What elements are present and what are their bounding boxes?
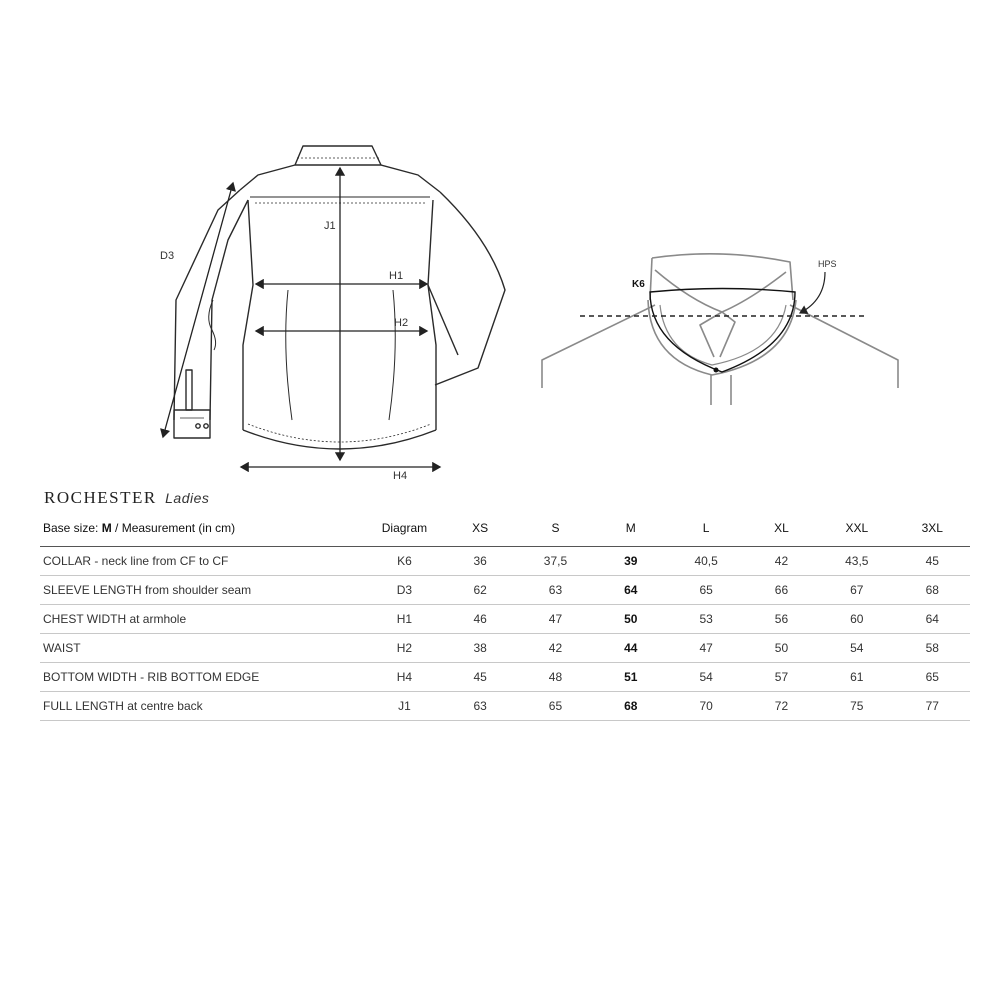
- diagram-code: K6: [366, 547, 442, 576]
- measurement-label: WAIST: [40, 634, 366, 663]
- diagram-header: Diagram: [366, 510, 442, 547]
- size-value: 42: [518, 634, 593, 663]
- label-k6: K6: [632, 279, 645, 290]
- size-value: 42: [744, 547, 819, 576]
- size-value: 68: [895, 576, 970, 605]
- diagram-code: J1: [366, 692, 442, 721]
- base-size: M: [101, 521, 112, 535]
- size-value: 47: [518, 605, 593, 634]
- measurement-label: COLLAR - neck line from CF to CF: [40, 547, 366, 576]
- size-header: S: [518, 510, 593, 547]
- size-value: 51: [593, 663, 668, 692]
- size-value: 66: [744, 576, 819, 605]
- size-value: 72: [744, 692, 819, 721]
- diagram-code: H4: [366, 663, 442, 692]
- size-value: 58: [895, 634, 970, 663]
- size-value: 44: [593, 634, 668, 663]
- table-row: [40, 692, 970, 721]
- size-header: L: [668, 510, 743, 547]
- size-value: 63: [518, 576, 593, 605]
- label-j1: J1: [324, 220, 336, 232]
- size-value: 56: [744, 605, 819, 634]
- size-header: M: [593, 510, 668, 547]
- size-value: 45: [895, 547, 970, 576]
- size-value: 53: [668, 605, 743, 634]
- measurement-label: CHEST WIDTH at armhole: [40, 605, 366, 634]
- product-title: [44, 488, 209, 508]
- size-value: 60: [819, 605, 894, 634]
- size-value: 65: [518, 692, 593, 721]
- table-row: [40, 576, 970, 605]
- size-value: 57: [744, 663, 819, 692]
- size-header: 3XL: [895, 510, 970, 547]
- label-h4: H4: [393, 470, 408, 480]
- table-header-row: [40, 510, 970, 547]
- table-row: [40, 605, 970, 634]
- size-value: 39: [593, 547, 668, 576]
- size-value: 62: [443, 576, 518, 605]
- size-value: 64: [593, 576, 668, 605]
- size-value: 54: [668, 663, 743, 692]
- measurement-label: FULL LENGTH at centre back: [40, 692, 366, 721]
- size-value: 64: [895, 605, 970, 634]
- diagram-code: D3: [366, 576, 442, 605]
- size-value: 37,5: [518, 547, 593, 576]
- table-row: [40, 547, 970, 576]
- label-hps: HPS: [818, 259, 837, 269]
- table-row: [40, 634, 970, 663]
- diagram-code: H1: [366, 605, 442, 634]
- size-header: XXL: [819, 510, 894, 547]
- size-chart-table: [40, 510, 970, 721]
- size-header: XS: [443, 510, 518, 547]
- size-value: 36: [443, 547, 518, 576]
- size-value: 63: [443, 692, 518, 721]
- size-value: 65: [668, 576, 743, 605]
- size-value: 45: [443, 663, 518, 692]
- label-h1: H1: [389, 270, 404, 282]
- product-subtitle: Ladies: [165, 490, 210, 506]
- size-value: 38: [443, 634, 518, 663]
- header-suffix: / Measurement (in cm): [111, 521, 236, 535]
- measurement-label: BOTTOM WIDTH - RIB BOTTOM EDGE: [40, 663, 366, 692]
- table-row: [40, 663, 970, 692]
- size-value: 50: [744, 634, 819, 663]
- header-prefix: Base size:: [43, 521, 102, 535]
- table-body: [40, 547, 970, 721]
- size-value: 50: [593, 605, 668, 634]
- size-value: 77: [895, 692, 970, 721]
- brand-name: ROCHESTER: [44, 488, 157, 507]
- size-value: 46: [443, 605, 518, 634]
- shirt-back-diagram: [150, 135, 520, 480]
- size-value: 47: [668, 634, 743, 663]
- size-value: 68: [593, 692, 668, 721]
- size-value: 65: [895, 663, 970, 692]
- size-value: 70: [668, 692, 743, 721]
- size-value: 75: [819, 692, 894, 721]
- size-value: 43,5: [819, 547, 894, 576]
- size-value: 67: [819, 576, 894, 605]
- label-d3: D3: [160, 250, 175, 262]
- collar-diagram: [530, 245, 910, 410]
- label-h2: H2: [394, 317, 409, 329]
- size-value: 54: [819, 634, 894, 663]
- size-value: 61: [819, 663, 894, 692]
- measurement-header: [40, 510, 366, 547]
- size-value: 40,5: [668, 547, 743, 576]
- size-value: 48: [518, 663, 593, 692]
- size-header: XL: [744, 510, 819, 547]
- diagram-code: H2: [366, 634, 442, 663]
- measurement-label: SLEEVE LENGTH from shoulder seam: [40, 576, 366, 605]
